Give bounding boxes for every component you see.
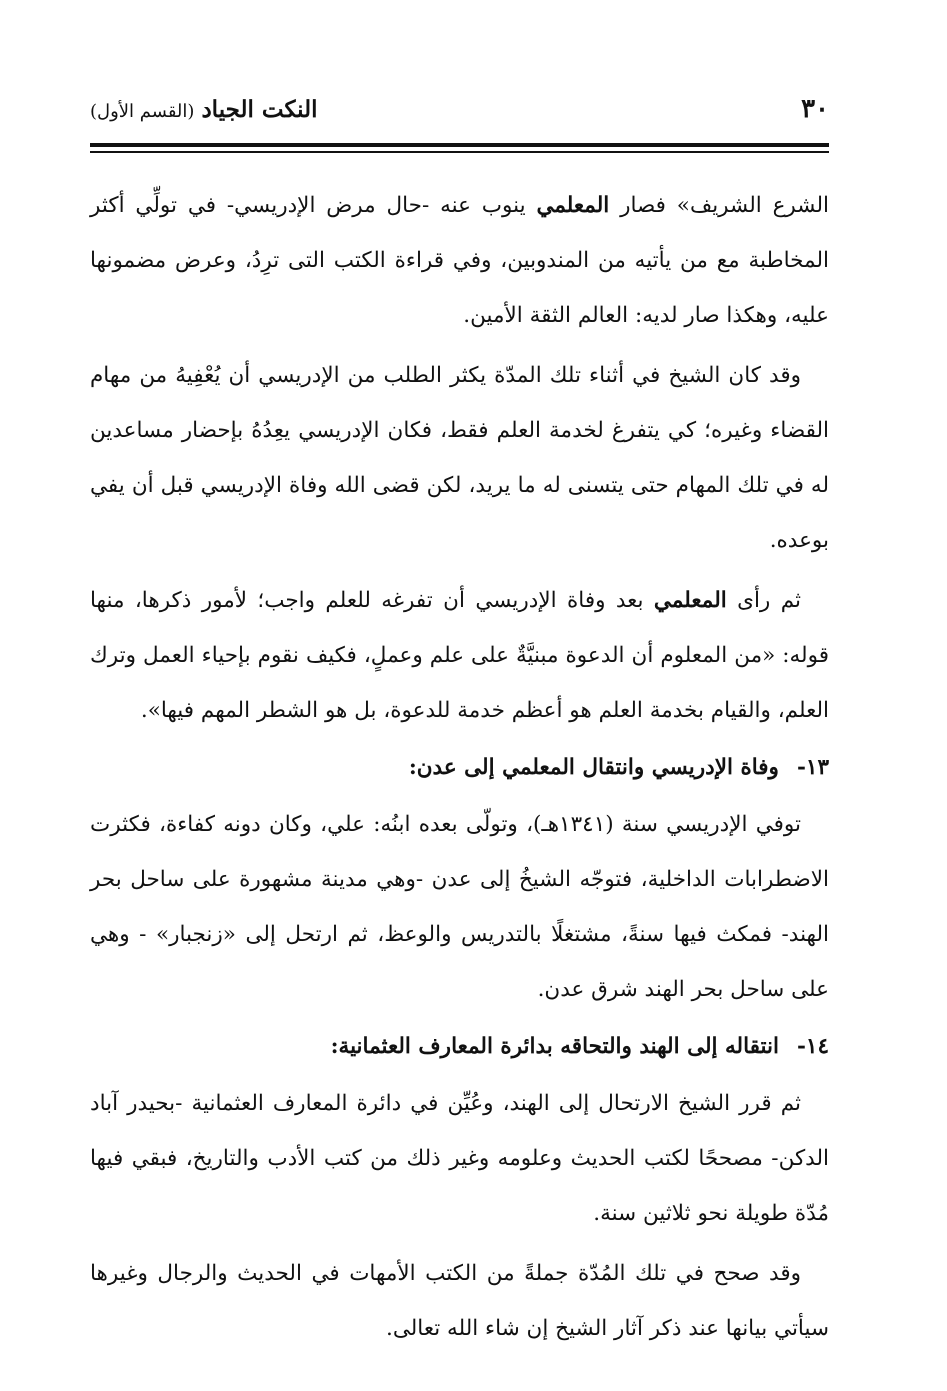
paragraph-6: وقد صحح في تلك المُدّة جملةً من الكتب الأمهات في الحديث والرجال وغيرها سيأتي بيانها عند ذكر آثار الشيخ إن شاء الله تعالى.	[90, 1261, 829, 1341]
paragraph-1-bold-name: المعلمي	[536, 193, 610, 218]
section-14-title: انتقاله إلى الهند والتحاقه بدائرة المعارف العثمانية:	[330, 1034, 779, 1059]
section-14-number: ١٤-	[796, 1034, 829, 1059]
running-title-main: النكت الجياد	[201, 96, 318, 123]
paragraph-5: ثم قرر الشيخ الارتحال إلى الهند، وعُيِّن في دائرة المعارف العثمانية -بحيدر آباد الدكن- مصححًا لكتب الحديث وعلومه وغير ذلك من كتب الأدب والتاريخ، فبقي فيها مُدّة طويلة نحو ثلاثين سنة.	[90, 1091, 829, 1226]
paragraph-1-text-a: الشرع الشريف» فصار	[609, 193, 829, 218]
paragraph-4: توفي الإدريسي سنة (١٣٤١هـ)، وتولّى بعده ابنُه: علي، وكان دونه كفاءة، فكثرت الاضطرابات الداخلية، فتوجّه الشيخُ إلى عدن -وهي مدينة مشهورة على ساحل بحر الهند- فمكث فيها سنةً، مشتغلًا بالتدريس والوعظ، ثم ارتحل إلى «زنجبار» - وهي على ساحل بحر الهند شرق عدن.	[90, 812, 829, 1002]
header-rule-thin	[90, 151, 829, 153]
section-13-heading	[90, 740, 829, 795]
paragraph-2: وقد كان الشيخ في أثناء تلك المدّة يكثر الطلب من الإدريسي أن يُعْفِيهُ من مهام القضاء وغيره؛ كي يتفرغ لخدمة العلم فقط، فكان الإدريسي يعِدُهُ بإحضار مساعدين له في تلك المهام حتى يتسنى له ما يريد، لكن قضى الله وفاة الإدريسي قبل أن يفي بوعده.	[90, 363, 829, 553]
section-14-heading	[90, 1019, 829, 1074]
running-title	[90, 96, 318, 123]
paragraph-3	[90, 573, 829, 738]
paragraph-3-text-a: ثم رأى	[726, 588, 801, 613]
paragraph-1	[90, 178, 829, 343]
page-body	[90, 178, 829, 1356]
section-13-title: وفاة الإدريسي وانتقال المعلمي إلى عدن:	[408, 755, 779, 780]
page-header	[90, 92, 829, 132]
section-13-number: ١٣-	[796, 755, 829, 780]
page-number: ٣٠	[801, 94, 829, 124]
paragraph-3-text-b: بعد وفاة الإدريسي أن تفرغه للعلم واجب؛ لأمور ذكرها، منها قوله: «من المعلوم أن الدعوة مبنيَّةٌ على علم وعملٍ، فكيف نقوم بإحياء العمل وترك العلم، والقيام بخدمة العلم هو أعظم خدمة للدعوة، بل هو الشطر المهم فيها».	[90, 588, 829, 723]
paragraph-1-text-b: ينوب عنه -حال مرض الإدريسي- في تولِّي أكثر المخاطبة مع من يأتيه من المندوبين، وفي قراءة الكتب التى ترِدُ، وعرض مضمونها عليه، وهكذا صار لديه: العالم الثقة الأمين.	[90, 193, 829, 328]
running-title-sub: (القسم الأول)	[90, 101, 195, 122]
header-rule-thick	[90, 143, 829, 147]
paragraph-3-bold-name: المعلمي	[653, 588, 727, 613]
